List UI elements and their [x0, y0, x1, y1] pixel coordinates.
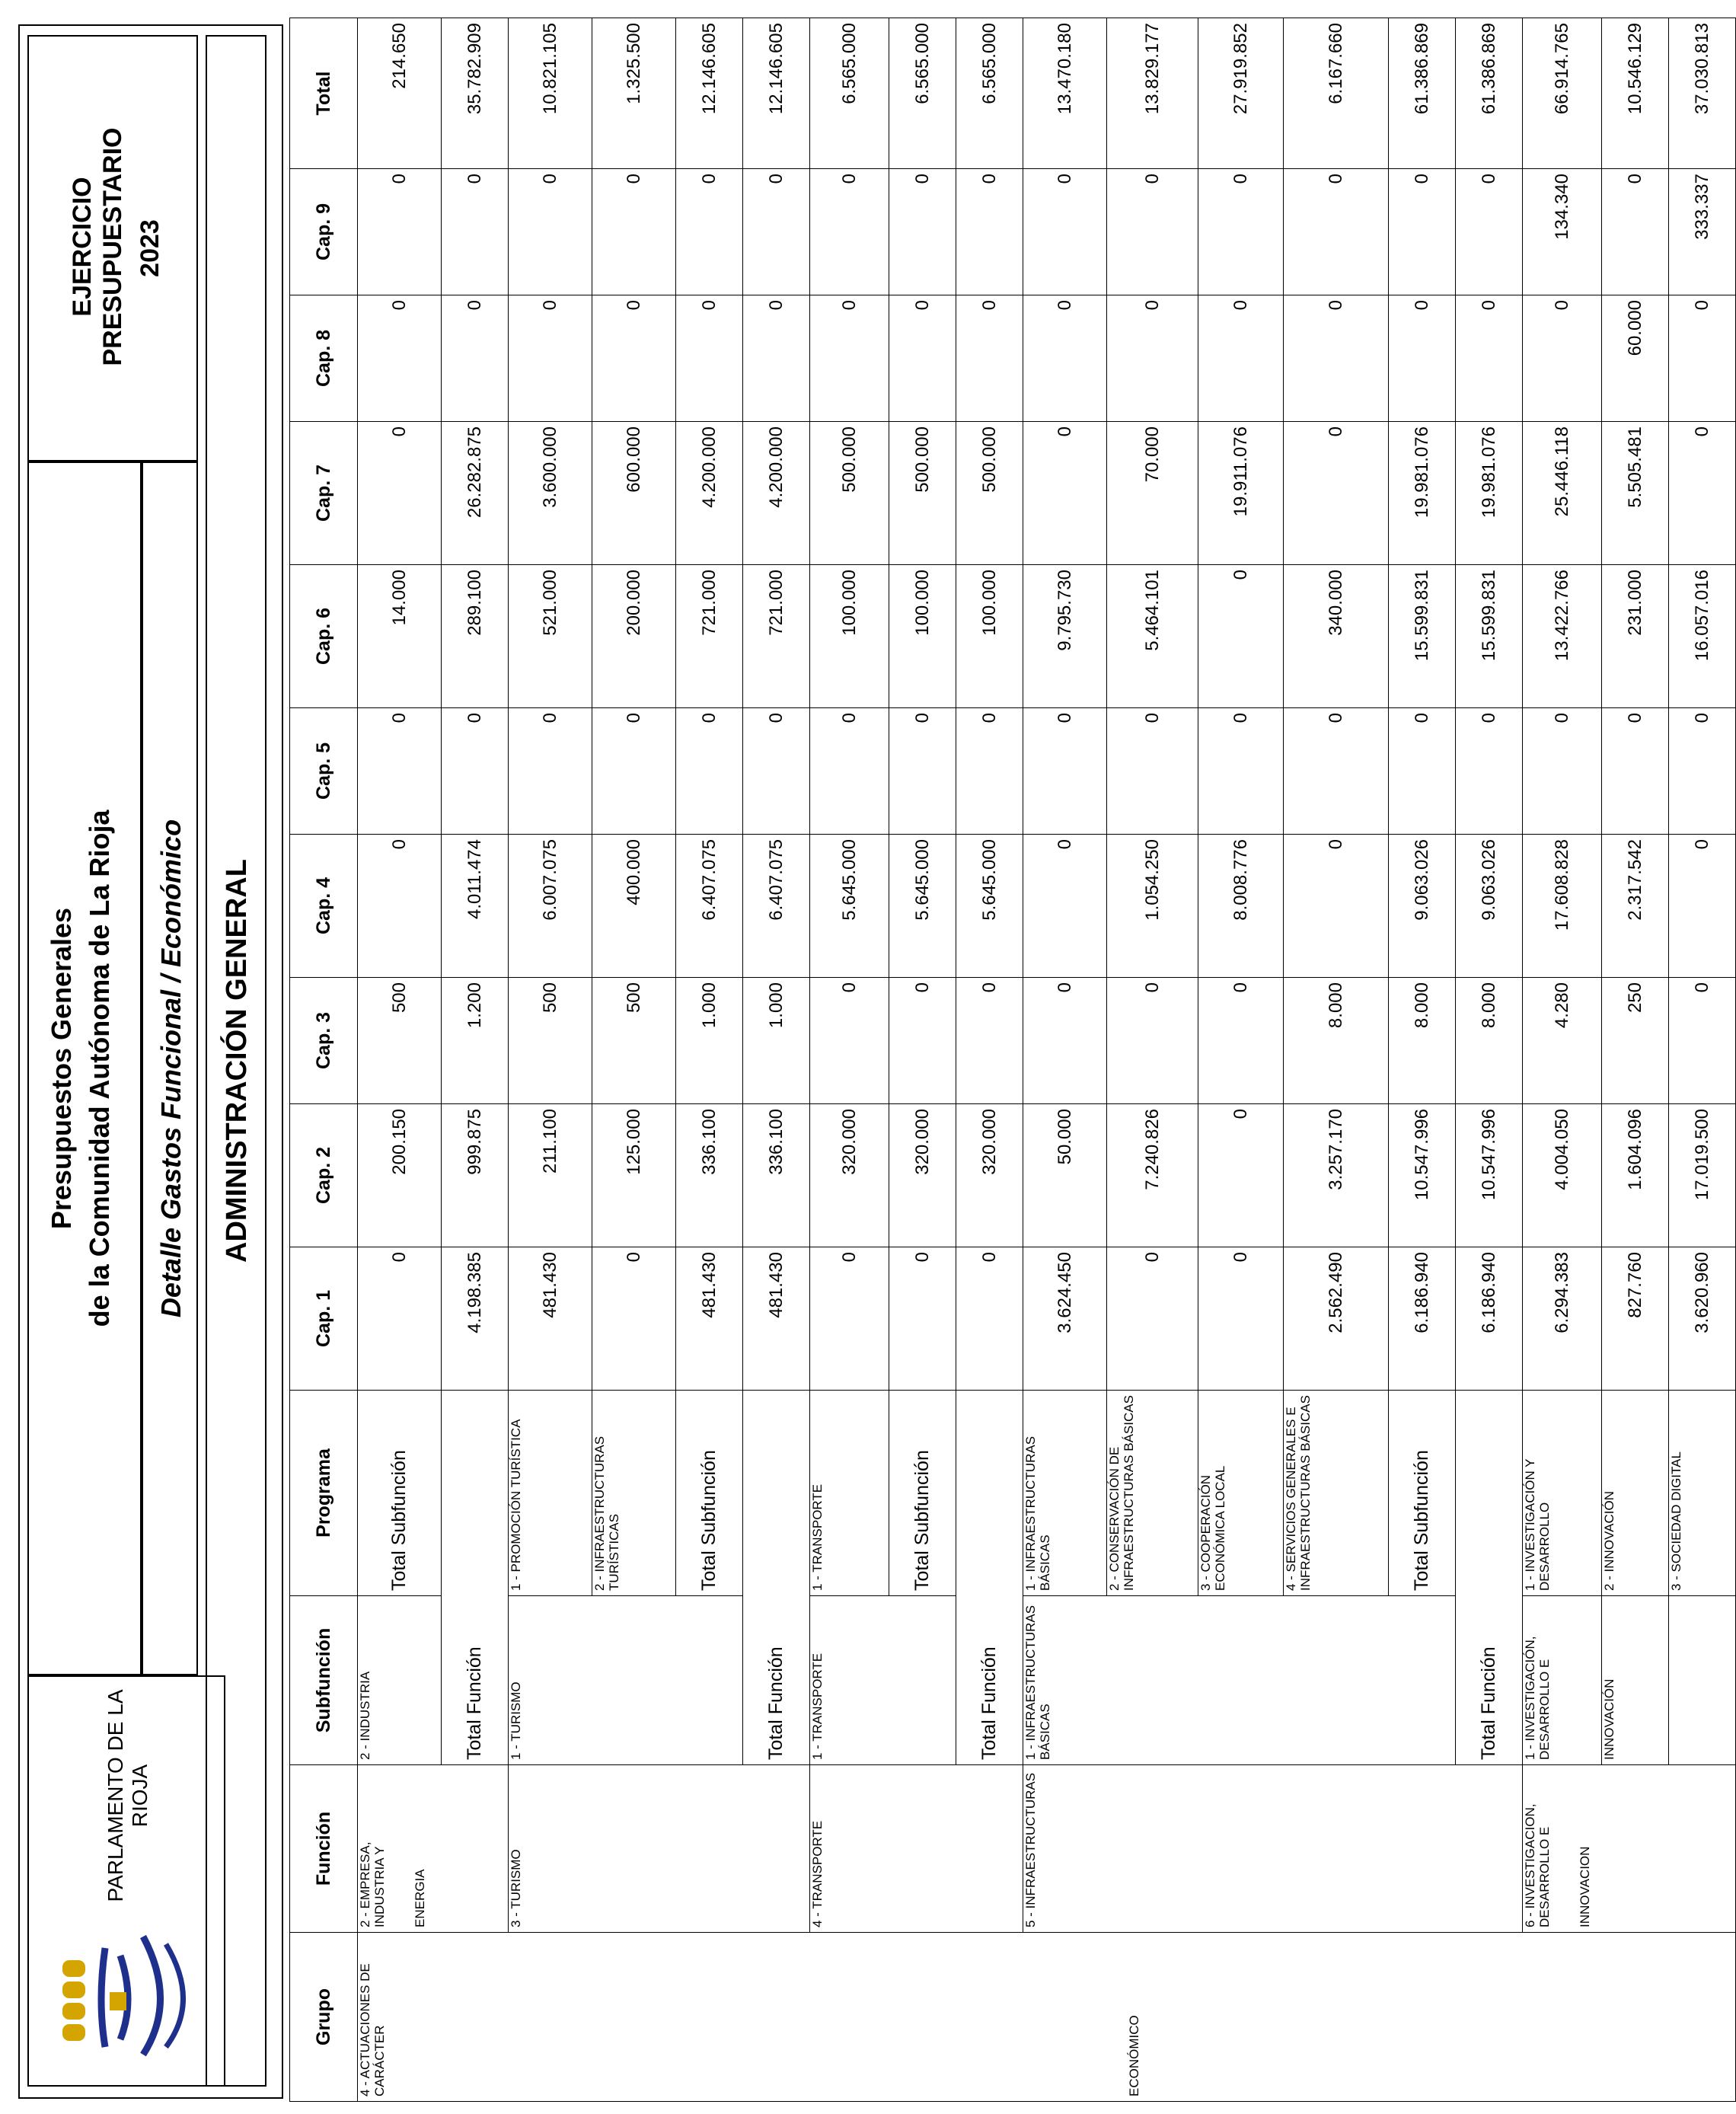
fiscal-box: [27, 35, 198, 461]
header-row: [290, 18, 358, 2102]
cap-value: 0: [592, 1247, 676, 1391]
cap-value: 320.000: [889, 1104, 956, 1247]
subfuncion-cell: 1 - INVESTIGACIÓN, DESARROLLO E: [1523, 1596, 1602, 1765]
cap-value: 0: [1389, 708, 1456, 835]
cap-value: 200.150: [358, 1104, 442, 1247]
cap-value: 100.000: [889, 565, 956, 708]
total-value: 6.565.000: [810, 18, 889, 169]
cap-value: 500: [509, 978, 592, 1104]
cap-value: 0: [889, 1247, 956, 1391]
cap-value: 4.011.474: [442, 835, 509, 978]
cap-value: 211.100: [509, 1104, 592, 1247]
column-header: Cap. 4: [290, 835, 358, 978]
cap-value: 0: [1669, 422, 1736, 565]
cap-value: 0: [358, 708, 442, 835]
cap-value: 0: [676, 169, 743, 295]
cap-value: 320.000: [956, 1104, 1023, 1247]
cap-value: 9.063.026: [1456, 835, 1523, 978]
total-value: 1.325.500: [592, 18, 676, 169]
budget-table: [289, 18, 1736, 2102]
column-header: Cap. 9: [290, 169, 358, 295]
cap-value: 6.007.075: [509, 835, 592, 978]
cap-value: 100.000: [810, 565, 889, 708]
table-row: [810, 18, 889, 2102]
funcion-cell: [1523, 1765, 1736, 1933]
subtitle-box: [142, 461, 198, 1675]
cap-value: 0: [1389, 169, 1456, 295]
funcion-label-continued: ENERGIA: [413, 1869, 427, 1927]
cap-value: 333.337: [1669, 169, 1736, 295]
column-header: Programa: [290, 1391, 358, 1596]
column-header: Cap. 3: [290, 978, 358, 1104]
total-subfuncion-label: Total Subfunción: [889, 1391, 956, 1596]
cap-value: 3.600.000: [509, 422, 592, 565]
cap-value: 481.430: [509, 1247, 592, 1391]
funcion-label: 2 - EMPRESA, INDUSTRIA Y: [358, 1841, 387, 1927]
cap-value: 5.464.101: [1107, 565, 1198, 708]
cap-value: 0: [1389, 295, 1456, 422]
cap-value: 0: [442, 708, 509, 835]
cap-value: 17.019.500: [1669, 1104, 1736, 1247]
cap-value: 0: [1284, 835, 1389, 978]
programa-cell: 1 - INFRAESTRUCTURAS BÁSICAS: [1023, 1391, 1107, 1596]
cap-value: 0: [592, 295, 676, 422]
cap-value: 0: [1198, 565, 1284, 708]
subfuncion-cell: 1 - INFRAESTRUCTURAS BÁSICAS: [1023, 1596, 1456, 1765]
cap-value: 0: [1107, 1247, 1198, 1391]
cap-value: 0: [509, 295, 592, 422]
cap-value: 50.000: [1023, 1104, 1107, 1247]
cap-value: 8.008.776: [1198, 835, 1284, 978]
cap-value: 6.407.075: [743, 835, 810, 978]
subfuncion-cell: 2 - INDUSTRIA: [358, 1596, 442, 1765]
column-header: Función: [290, 1765, 358, 1933]
cap-value: 19.911.076: [1198, 422, 1284, 565]
title-box: [27, 461, 142, 1675]
title-line-2: de la Comunidad Autónoma de La Rioja: [84, 810, 115, 1327]
cap-value: 5.645.000: [956, 835, 1023, 978]
cap-value: 231.000: [1602, 565, 1669, 708]
total-value: 66.914.765: [1523, 18, 1602, 169]
cap-value: 8.000: [1456, 978, 1523, 1104]
table-row: [1523, 18, 1602, 2102]
cap-value: 0: [889, 708, 956, 835]
cap-value: 0: [810, 708, 889, 835]
column-header: Cap. 6: [290, 565, 358, 708]
cap-value: 0: [1284, 708, 1389, 835]
cap-value: 6.407.075: [676, 835, 743, 978]
cap-value: 0: [956, 1247, 1023, 1391]
cap-value: 200.000: [592, 565, 676, 708]
programa-cell: 4 - SERVICIOS GENERALES E INFRAESTRUCTURAS BÁSICAS: [1284, 1391, 1389, 1596]
cap-value: 3.620.960: [1669, 1247, 1736, 1391]
cap-value: 0: [1023, 708, 1107, 835]
cap-value: 4.280: [1523, 978, 1602, 1104]
cap-value: 2.317.542: [1602, 835, 1669, 978]
cap-value: 0: [1198, 978, 1284, 1104]
cap-value: 340.000: [1284, 565, 1389, 708]
parliament-name: PARLAMENTO DE LA RIOJA: [104, 1689, 152, 1902]
subtitle: Detalle Gastos Funcional / Económico: [155, 819, 187, 1318]
total-funcion-label: Total Función: [1456, 1391, 1523, 1765]
cap-value: 4.200.000: [743, 422, 810, 565]
cap-value: 0: [509, 708, 592, 835]
cap-value: 0: [1198, 1247, 1284, 1391]
cap-value: 481.430: [743, 1247, 810, 1391]
cap-value: 0: [1023, 835, 1107, 978]
column-header: Cap. 5: [290, 708, 358, 835]
column-header: Total: [290, 18, 358, 169]
programa-cell: 3 - SOCIEDAD DIGITAL: [1669, 1391, 1736, 1596]
cap-value: 0: [592, 169, 676, 295]
cap-value: 0: [509, 169, 592, 295]
cap-value: 0: [810, 169, 889, 295]
cap-value: 0: [358, 422, 442, 565]
cap-value: 0: [810, 978, 889, 1104]
total-value: 27.919.852: [1198, 18, 1284, 169]
programa-cell: 2 - INNOVACIÓN: [1602, 1391, 1669, 1596]
cap-value: 721.000: [676, 565, 743, 708]
total-value: 12.146.605: [743, 18, 810, 169]
column-header: Cap. 7: [290, 422, 358, 565]
cap-value: 0: [1456, 708, 1523, 835]
cap-value: 5.505.481: [1602, 422, 1669, 565]
cap-value: 0: [1284, 295, 1389, 422]
cap-value: 10.547.996: [1456, 1104, 1523, 1247]
cap-value: 1.000: [676, 978, 743, 1104]
total-value: 6.167.660: [1284, 18, 1389, 169]
cap-value: 15.599.831: [1389, 565, 1456, 708]
cap-value: 0: [676, 295, 743, 422]
cap-value: 521.000: [509, 565, 592, 708]
cap-value: 500.000: [956, 422, 1023, 565]
total-value: 61.386.869: [1389, 18, 1456, 169]
total-funcion-label: Total Función: [956, 1391, 1023, 1765]
table-row: [1023, 18, 1107, 2102]
cap-value: 16.057.016: [1669, 565, 1736, 708]
logo-box: [27, 1675, 225, 2087]
cap-value: 0: [358, 295, 442, 422]
cap-value: 500.000: [810, 422, 889, 565]
cap-value: 1.200: [442, 978, 509, 1104]
programa-cell: 3 - COOPERACIÓN ECONÓMICA LOCAL: [1198, 1391, 1284, 1596]
cap-value: 8.000: [1389, 978, 1456, 1104]
cap-value: 0: [358, 169, 442, 295]
total-value: 214.650: [358, 18, 442, 169]
fiscal-year: 2023: [136, 219, 164, 277]
section-band: [206, 35, 266, 2087]
section-title: ADMINISTRACIÓN GENERAL: [221, 859, 253, 1263]
total-value: 6.565.000: [889, 18, 956, 169]
cap-value: 0: [889, 169, 956, 295]
cap-value: 999.875: [442, 1104, 509, 1247]
column-header: Cap. 8: [290, 295, 358, 422]
cap-value: 827.760: [1602, 1247, 1669, 1391]
cap-value: 8.000: [1284, 978, 1389, 1104]
cap-value: 19.981.076: [1389, 422, 1456, 565]
programa-cell: 2 - CONSERVACIÓN DE INFRAESTRUCTURAS BÁSICAS: [1107, 1391, 1198, 1596]
cap-value: 0: [1023, 978, 1107, 1104]
cap-value: 6.294.383: [1523, 1247, 1602, 1391]
cap-value: 320.000: [810, 1104, 889, 1247]
cap-value: 0: [1523, 295, 1602, 422]
cap-value: 13.422.766: [1523, 565, 1602, 708]
cap-value: 6.186.940: [1389, 1247, 1456, 1391]
cap-value: 1.604.096: [1602, 1104, 1669, 1247]
cap-value: 0: [358, 1247, 442, 1391]
funcion-label-continued: INNOVACION: [1578, 1846, 1592, 1927]
cap-value: 9.795.730: [1023, 565, 1107, 708]
cap-value: 336.100: [676, 1104, 743, 1247]
cap-value: 26.282.875: [442, 422, 509, 565]
total-value: 13.829.177: [1107, 18, 1198, 169]
cap-value: 0: [1523, 708, 1602, 835]
cap-value: 0: [956, 708, 1023, 835]
funcion-cell: [810, 1765, 1023, 1933]
column-header: Grupo: [290, 1933, 358, 2102]
total-funcion-label: Total Función: [442, 1391, 509, 1765]
cap-value: 60.000: [1602, 295, 1669, 422]
cap-value: 0: [810, 295, 889, 422]
column-header: Cap. 2: [290, 1104, 358, 1247]
programa-cell: 1 - PROMOCIÓN TURÍSTICA: [509, 1391, 592, 1596]
cap-value: 15.599.831: [1456, 565, 1523, 708]
cap-value: 9.063.026: [1389, 835, 1456, 978]
cap-value: 0: [1602, 169, 1669, 295]
cap-value: 0: [1602, 708, 1669, 835]
cap-value: 3.624.450: [1023, 1247, 1107, 1391]
subfuncion-cell: INNOVACIÓN: [1602, 1596, 1669, 1765]
grupo-label-continued: ECONÓMICO: [1127, 2015, 1141, 2096]
funcion-cell: [509, 1765, 810, 1933]
total-value: 35.782.909: [442, 18, 509, 169]
cap-value: 721.000: [743, 565, 810, 708]
cap-value: 0: [1198, 169, 1284, 295]
cap-value: 0: [889, 295, 956, 422]
cap-value: 0: [956, 295, 1023, 422]
cap-value: 0: [1023, 422, 1107, 565]
cap-value: 19.981.076: [1456, 422, 1523, 565]
cap-value: 0: [1669, 708, 1736, 835]
total-funcion-label: Total Función: [743, 1391, 810, 1765]
parliament-crest-icon: [44, 1902, 212, 2070]
column-header: Subfunción: [290, 1596, 358, 1765]
cap-value: 17.608.828: [1523, 835, 1602, 978]
cap-value: 0: [956, 169, 1023, 295]
cap-value: 4.200.000: [676, 422, 743, 565]
cap-value: 134.340: [1523, 169, 1602, 295]
total-subfuncion-label: Total Subfunción: [676, 1391, 743, 1596]
total-value: 10.546.129: [1602, 18, 1669, 169]
cap-value: 500: [592, 978, 676, 1104]
cap-value: 500.000: [889, 422, 956, 565]
cap-value: 0: [1669, 978, 1736, 1104]
funcion-label: 6 - INVESTIGACION, DESARROLLO E: [1523, 1803, 1552, 1927]
cap-value: 4.198.385: [442, 1247, 509, 1391]
cap-value: 0: [743, 295, 810, 422]
total-value: 10.821.105: [509, 18, 592, 169]
cap-value: 7.240.826: [1107, 1104, 1198, 1247]
programa-cell: 1 - INVESTIGACIÓN Y DESARROLLO: [1523, 1391, 1602, 1596]
title-line-1: Presupuestos Generales: [46, 907, 77, 1230]
cap-value: 0: [889, 978, 956, 1104]
cap-value: 0: [1284, 169, 1389, 295]
cap-value: 25.446.118: [1523, 422, 1602, 565]
funcion-label: 5 - INFRAESTRUCTURAS: [1023, 1772, 1038, 1927]
funcion-label: 4 - TRANSPORTE: [810, 1820, 825, 1927]
cap-value: 336.100: [743, 1104, 810, 1247]
cap-value: 0: [1107, 708, 1198, 835]
cap-value: 0: [1669, 295, 1736, 422]
cap-value: 0: [358, 835, 442, 978]
cap-value: 600.000: [592, 422, 676, 565]
cap-value: 0: [1284, 422, 1389, 565]
grupo-cell: [358, 1933, 1736, 2102]
cap-value: 5.645.000: [889, 835, 956, 978]
cap-value: 0: [592, 708, 676, 835]
grupo-label: 4 - ACTUACIONES DE CARÁCTER: [358, 1963, 387, 2096]
cap-value: 0: [743, 708, 810, 835]
cap-value: 0: [1198, 1104, 1284, 1247]
cap-value: 0: [1023, 169, 1107, 295]
cap-value: 0: [1107, 295, 1198, 422]
total-value: 12.146.605: [676, 18, 743, 169]
total-subfuncion-label: Total Subfunción: [1389, 1391, 1456, 1596]
cap-value: 0: [676, 708, 743, 835]
total-subfuncion-label: Total Subfunción: [358, 1391, 442, 1596]
table-row: [509, 18, 592, 2102]
total-value: 61.386.869: [1456, 18, 1523, 169]
cap-value: 1.000: [743, 978, 810, 1104]
subfuncion-cell: 1 - TRANSPORTE: [810, 1596, 956, 1765]
cap-value: 0: [1456, 295, 1523, 422]
cap-value: 500: [358, 978, 442, 1104]
programa-cell: 1 - TRANSPORTE: [810, 1391, 889, 1596]
table-row: [358, 18, 442, 2102]
cap-value: 0: [442, 295, 509, 422]
cap-value: 250: [1602, 978, 1669, 1104]
cap-value: 100.000: [956, 565, 1023, 708]
cap-value: 14.000: [358, 565, 442, 708]
cap-value: 0: [810, 1247, 889, 1391]
cap-value: 400.000: [592, 835, 676, 978]
funcion-label: 3 - TURISMO: [509, 1849, 523, 1927]
cap-value: 289.100: [442, 565, 509, 708]
cap-value: 4.004.050: [1523, 1104, 1602, 1247]
cap-value: 0: [1198, 295, 1284, 422]
cap-value: 481.430: [676, 1247, 743, 1391]
total-value: 37.030.813: [1669, 18, 1736, 169]
cap-value: 0: [442, 169, 509, 295]
cap-value: 0: [1107, 169, 1198, 295]
funcion-cell: [1023, 1765, 1523, 1933]
cap-value: 6.186.940: [1456, 1247, 1523, 1391]
cap-value: 0: [1107, 978, 1198, 1104]
cap-value: 2.562.490: [1284, 1247, 1389, 1391]
cap-value: 5.645.000: [810, 835, 889, 978]
subfuncion-cell: [1669, 1596, 1736, 1765]
cap-value: 125.000: [592, 1104, 676, 1247]
cap-value: 0: [1023, 295, 1107, 422]
cap-value: 0: [956, 978, 1023, 1104]
cap-value: 0: [1198, 708, 1284, 835]
funcion-cell: [358, 1765, 509, 1933]
cap-value: 3.257.170: [1284, 1104, 1389, 1247]
cap-value: 70.000: [1107, 422, 1198, 565]
cap-value: 1.054.250: [1107, 835, 1198, 978]
cap-value: 10.547.996: [1389, 1104, 1456, 1247]
cap-value: 0: [743, 169, 810, 295]
subfuncion-cell: 1 - TURISMO: [509, 1596, 743, 1765]
programa-cell: 2 - INFRAESTRUCTURAS TURÍSTICAS: [592, 1391, 676, 1596]
cap-value: 0: [1669, 835, 1736, 978]
column-header: Cap. 1: [290, 1247, 358, 1391]
cap-value: 0: [1456, 169, 1523, 295]
total-value: 6.565.000: [956, 18, 1023, 169]
fiscal-label: EJERCICIO PRESUPUESTARIO: [68, 127, 127, 366]
total-value: 13.470.180: [1023, 18, 1107, 169]
